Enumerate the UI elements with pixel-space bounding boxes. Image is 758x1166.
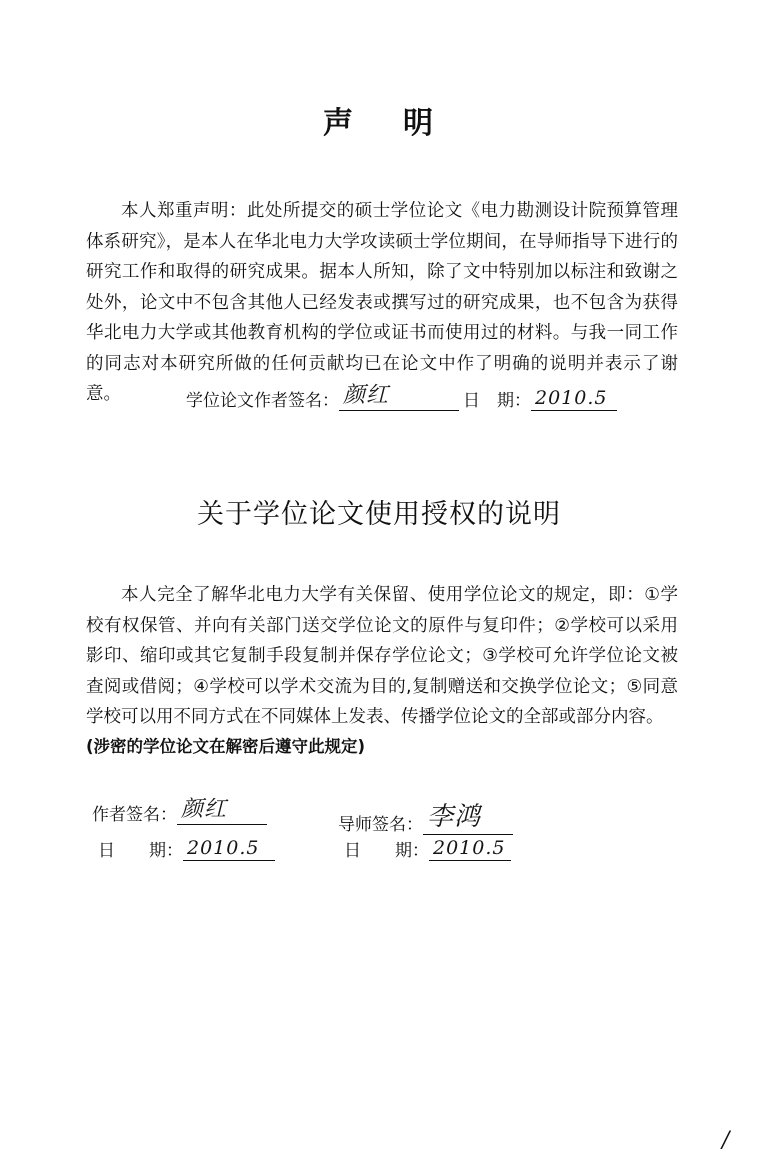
declaration-paragraph: 本人郑重声明：此处所提交的硕士学位论文《电力勘测设计院预算管理体系研究》，是本人在华北电力大学攻读硕士学位期间，在导师指导下进行的研究工作和取得的研究成果。据本人所知，除了文中特别加以标注和致谢之处外，论文中不包含其他人已经发表或撰写过的研究成果，也不包含为获得华北电力大学或其他教育机构的学位或证书而使用过的材料。与我一同工作的同志对本研究所做的任何贡献均已在论文中作了明确的说明并表示了谢意。 — [86, 201, 678, 404]
declaration-date-label: 日 期： — [463, 391, 531, 411]
declaration-title-part2: 明 — [403, 106, 435, 141]
author-date-label: 日 期： — [98, 841, 183, 861]
advisor-date-line — [344, 836, 511, 861]
page-mark: / — [722, 1128, 730, 1153]
advisor-signature-label: 导师签名： — [338, 815, 423, 835]
authorization-paragraph: 本人完全了解华北电力大学有关保留、使用学位论文的规定，即：①学校有权保管、并向有关部门送交学位论文的原件与复印件；②学校可以采用影印、缩印或其它复制手段复制并保存学位论文；③学校可允许学位论文被查阅或借阅；④学校可以学术交流为目的,复制赠送和交换学位论文；⑤同意学校可以用不同方式在不同媒体上发表、传播学位论文的全部或部分内容。 — [86, 585, 678, 727]
author-date-field — [183, 836, 275, 861]
declaration-date-handwriting: 2010.5 — [535, 387, 608, 409]
advisor-date-field — [429, 836, 511, 861]
authorization-title: 关于学位论文使用授权的说明 — [197, 499, 561, 530]
author-signature-label: 作者签名： — [92, 805, 177, 825]
author-date-handwriting: 2010.5 — [187, 837, 260, 859]
advisor-date-handwriting: 2010.5 — [433, 837, 506, 859]
declaration-signature-field — [339, 383, 459, 411]
advisor-date-label: 日 期： — [344, 841, 429, 861]
advisor-signature-field — [423, 800, 513, 835]
author-signature-line — [92, 797, 267, 825]
declaration-signature-handwriting: 颜红 — [343, 383, 390, 408]
author-signature-field — [177, 797, 267, 825]
declaration-date-field — [531, 386, 617, 411]
confidential-notice: (涉密的学位论文在解密后遵守此规定) — [86, 737, 366, 756]
author-signature-handwriting: 颜红 — [181, 797, 228, 822]
declaration-title-part1: 声 — [323, 106, 355, 141]
declaration-signature-line — [186, 383, 617, 411]
advisor-signature-handwriting: 李鸿 — [427, 802, 482, 832]
declaration-title — [0, 98, 758, 142]
author-date-line — [98, 836, 275, 861]
declaration-signature-label: 学位论文作者签名： — [186, 391, 339, 411]
advisor-signature-line — [338, 800, 513, 835]
